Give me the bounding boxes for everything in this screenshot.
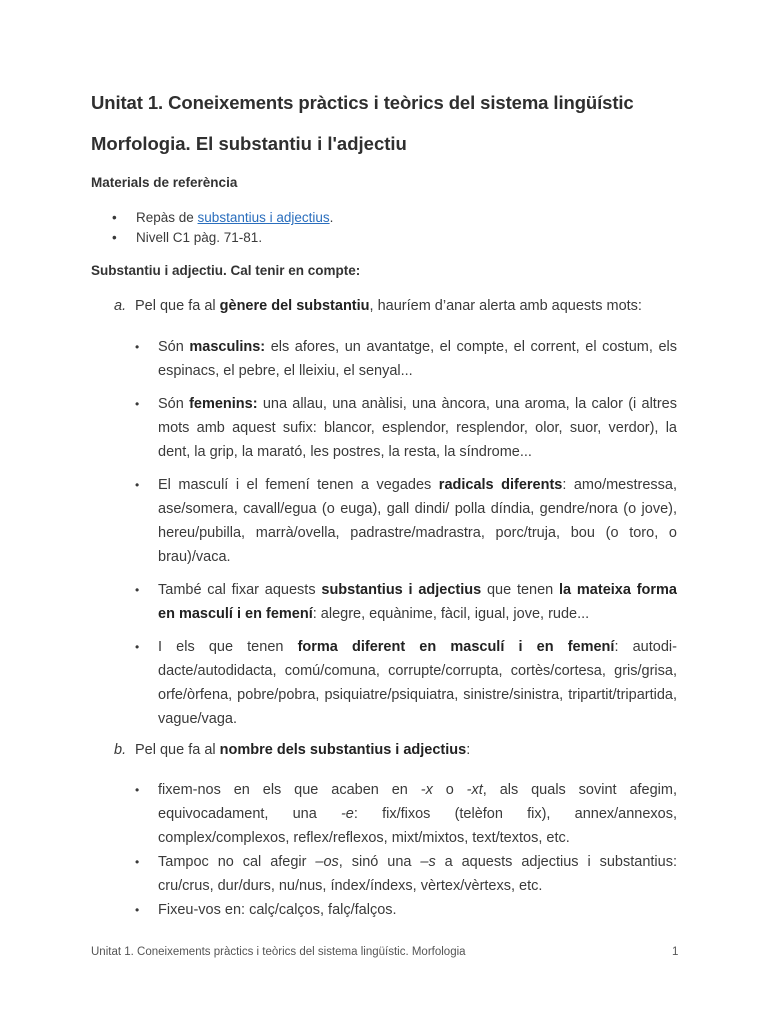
notes-heading: Substantiu i adjectiu. Cal tenir en compte:: [91, 263, 361, 278]
section-text: , hauríem d’anar alerta amb aquests mots:: [369, 298, 642, 314]
section-letter: b.: [114, 742, 127, 758]
list-item: [135, 578, 677, 626]
section-b-heading: [114, 742, 470, 758]
section-text: Pel que fa al: [135, 298, 220, 314]
item-text: fixem-nos en els que acaben en: [158, 782, 421, 798]
item-text: , als quals sovint afegim, equivocadament, una: [158, 782, 677, 822]
page-footer: Unitat 1. Coneixements pràctics i teòrics del sistema lingüístic. Morfologia: [91, 946, 466, 958]
item-italic: –os: [315, 854, 339, 870]
materials-item-prefix: Repàs de: [136, 210, 198, 225]
page-number: 1: [672, 946, 679, 958]
list-item: [112, 208, 333, 228]
list-item: [135, 898, 677, 922]
item-italic: -x: [420, 782, 433, 798]
section-bold: nombre dels substantius i adjectius: [219, 742, 467, 758]
section-text: :: [466, 742, 471, 758]
item-text: Són: [158, 396, 190, 412]
bullet-icon: •: [135, 783, 140, 797]
item-text: : alegre, equànime, fàcil, igual, jove, rude...: [312, 606, 590, 622]
item-italic: –s: [420, 854, 436, 870]
item-text: : fix/fixos (telèfon fix), annex/annexos, complex/complexos, reflex/reflexos, mixt/mixtos, text/textos, etc.: [158, 806, 678, 846]
item-text: o: [432, 782, 467, 798]
item-text: També cal fixar aquests: [158, 582, 322, 598]
item-text: una allau, una anàlisi, una àncora, una aroma, la calor (i altres mots amb aquest sufix: blancor, esplendor, resplendor, olor, suor, verdor), la dent, la grip, la marató, les postres, la resta, la síndrome...: [158, 396, 677, 460]
item-italic: -e: [340, 806, 354, 822]
materials-heading: Materials de referència: [91, 175, 238, 190]
bullet-icon: •: [135, 903, 140, 917]
item-bold: femenins:: [189, 396, 258, 412]
item-bold: radicals diferents: [438, 477, 563, 493]
bullet-icon: •: [135, 478, 140, 492]
bullet-icon: •: [112, 210, 117, 225]
item-text: a aquests adjectius i substantius: cru/crus, dur/durs, nu/nus, índex/índexs, vèrtex/vèrtexs, etc.: [158, 854, 677, 894]
section-b-list: [135, 778, 677, 922]
list-item: [135, 778, 677, 850]
item-bold: la mateixa forma en masculí i en femení: [158, 582, 677, 622]
item-text: : amo/mestressa, ase/somera, cavall/egua (o euga), gall dindi/ polla díndia, gendre/nora (o jove), hereu/pubilla, marrà/ovella, padrastre/madrastra, porc/truja, bou (o toro, o brau)/vaca.: [158, 477, 678, 565]
section-bold: gènere del substantiu: [219, 298, 370, 314]
item-text: I els que tenen: [158, 639, 298, 655]
document-title: Unitat 1. Coneixements pràctics i teòrics del sistema lingüístic: [91, 92, 634, 113]
item-bold: forma diferent en masculí i en femení: [297, 639, 615, 655]
section-a-heading: [114, 298, 642, 314]
section-text: Pel que fa al: [135, 742, 220, 758]
item-text: El masculí i el femení tenen a vegades: [158, 477, 439, 493]
item-text: Són: [158, 339, 190, 355]
item-text: que tenen: [481, 582, 560, 598]
item-text: Fixeu-vos en: calç/calços, falç/falços.: [158, 902, 397, 918]
list-item: [135, 335, 677, 383]
bullet-icon: •: [135, 640, 140, 654]
item-text: : autodidacte/autodidacta, comú/comuna, corrupte/corrupta, cortès/cortesa, gris/grisa, orfe/òrfena, pobre/pobra, psiquiatre/psiquiatra, sinistre/sinistra, tripartit/tripartida, vague/vaga.: [158, 639, 677, 727]
list-item: [112, 228, 333, 248]
section-letter: a.: [114, 298, 127, 314]
item-italic: -xt: [466, 782, 483, 798]
bullet-icon: •: [112, 230, 117, 245]
list-item: [135, 635, 677, 731]
item-text: els afores, un avantatge, el compte, el corrent, el costum, els espinacs, el pebre, el lleixiu, el senyal...: [158, 339, 677, 379]
item-bold: masculins:: [189, 339, 266, 355]
list-item: [135, 850, 677, 898]
item-text: , sinó una: [338, 854, 421, 870]
bullet-icon: •: [135, 340, 140, 354]
materials-list: [112, 208, 333, 248]
bullet-icon: •: [135, 397, 140, 411]
bullet-icon: •: [135, 855, 140, 869]
materials-item-suffix: .: [329, 210, 334, 225]
list-item: [135, 473, 677, 569]
item-bold: substantius i adjectius: [321, 582, 482, 598]
section-a-list: [135, 335, 677, 731]
item-text: Tampoc no cal afegir: [158, 854, 316, 870]
document-subtitle: Morfologia. El substantiu i l'adjectiu: [91, 133, 407, 154]
materials-item-text: Nivell C1 pàg. 71-81.: [136, 230, 263, 245]
list-item: [135, 392, 677, 464]
materials-link[interactable]: substantius i adjectius: [197, 210, 330, 225]
bullet-icon: •: [135, 583, 140, 597]
